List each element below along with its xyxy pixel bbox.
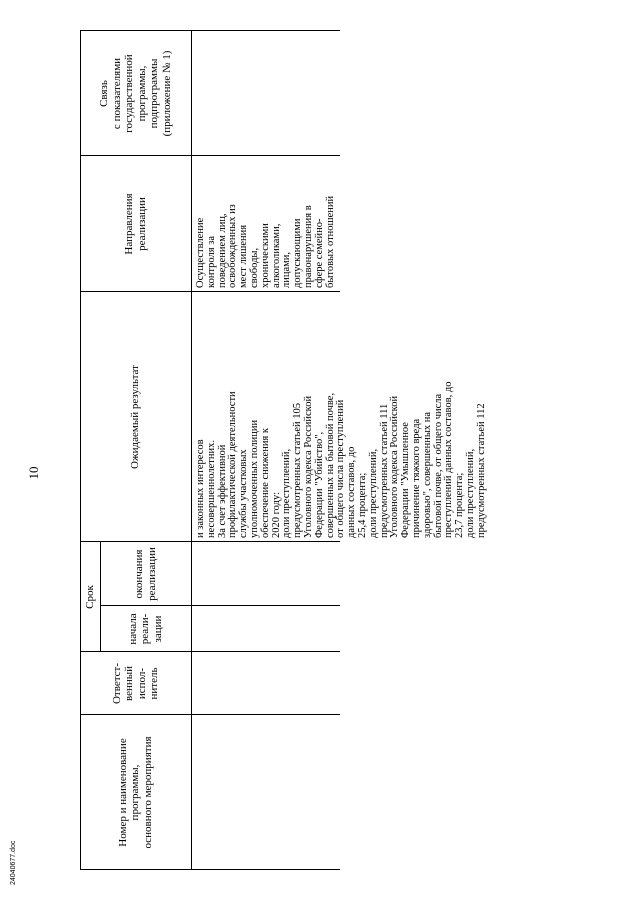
header-srok: Срок [83, 585, 96, 609]
header-expected-result: Ожидаемый результат [129, 365, 142, 469]
header-indicators-link: Связь с показателями государственной программы, подпрограммы (приложение № 1) [98, 50, 173, 137]
header-directions: Направления реализации [123, 193, 148, 255]
header-program-name: Номер и наименование программы, основного мероприятия [116, 736, 154, 849]
footer-doc-code-text: 24040677.doc [10, 840, 17, 885]
header-end: окончания реализации [133, 547, 158, 601]
cell-expected-result: и законных интересов несовершеннолетних. За счет эффективной профилактической деятельности службы участковых уполномоченных полиции обеспечение снижения к 2020 году: доли преступлений, предусмотренных статьей 105 Уголовного кодекса Российской Федерации "Убийство", совершенных на бытовой почве, от общего числа преступлений данных составов, до 25,4 процента; доли преступлений, предусмотренных статьей 111 Уголовного кодекса Российской Федерации "Умышленное причинение тяжкого вреда здоровью", совершенных на бытовой почве, от общего числа преступлений данных составов, до 23,7 процента; доли преступлений, предусмотренных статьей 112 [195, 381, 487, 538]
header-bottom-border [191, 30, 192, 870]
cell-directions: Осуществление контроля за поведением лиц, освобожденных из мест лишения свободы, хроническими алкоголиками, лицами, допускающими правонарушения в сфере семейно- бытовых отношений [195, 195, 336, 288]
header-start: начала реали- зации [126, 613, 164, 645]
page-number: 10 [26, 466, 41, 480]
rotated-page [26, 30, 487, 870]
header-responsible: Ответст- венный испол- нитель [110, 662, 160, 705]
